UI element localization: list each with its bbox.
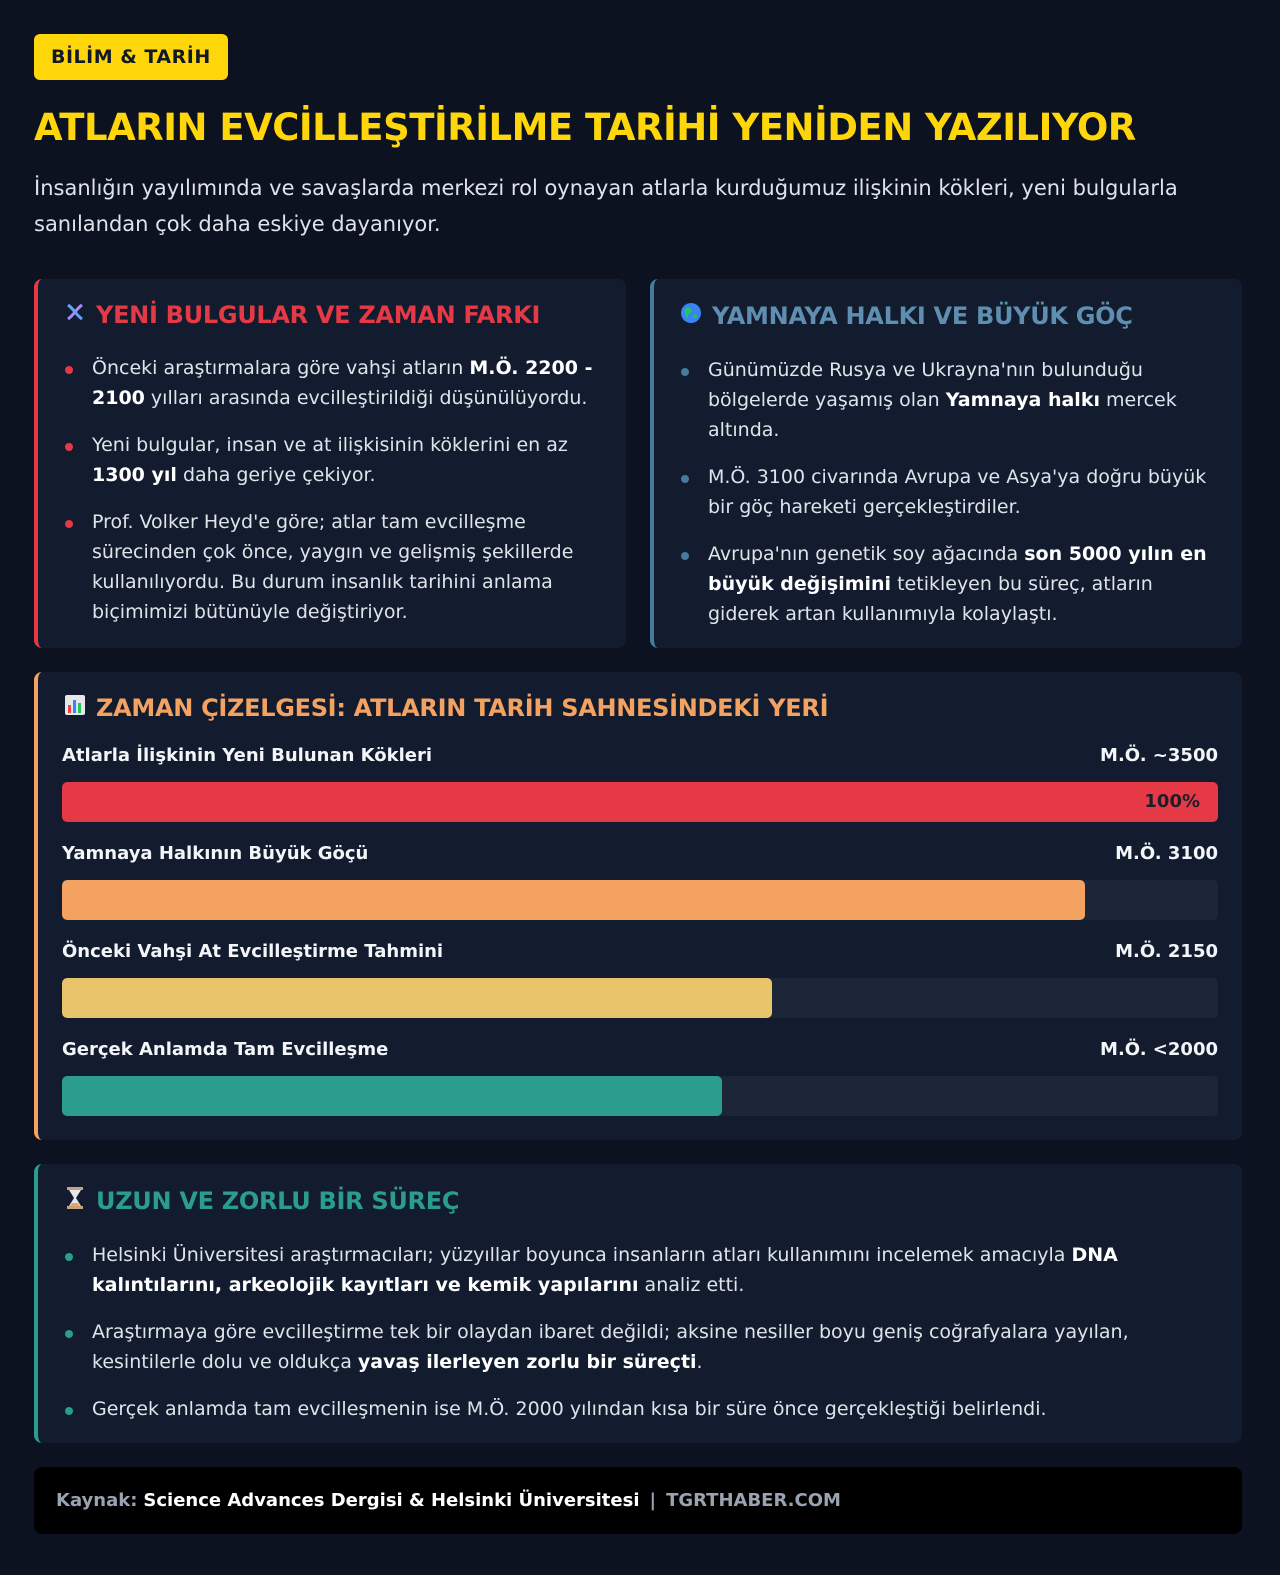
timeline-fill: [62, 782, 1218, 822]
list-item: [62, 353, 602, 413]
list-item-text-post: .: [696, 1351, 703, 1373]
list-item-text-bold: 1300 yıl: [92, 464, 177, 486]
list-item-text-post: mercek altında.: [708, 389, 1177, 441]
timeline-date: M.Ö. ~3500: [1100, 745, 1218, 766]
timeline-label: Yamnaya Halkının Büyük Göçü: [62, 843, 369, 864]
list-item: [62, 1394, 1218, 1424]
list-item: [62, 430, 602, 490]
source-value: Science Advances Dergisi & Helsinki Üniversitesi: [143, 1490, 640, 1511]
site-name: TGRTHABER.COM: [666, 1490, 841, 1511]
process-list: [62, 1240, 1218, 1424]
list-item: [678, 462, 1218, 522]
timeline-row-head: [62, 940, 1218, 964]
timeline-fill: [62, 978, 772, 1018]
list-item-text-bold: DNA kalıntılarını, arkeolojik kayıtları ve kemik yapılarını: [92, 1244, 1118, 1296]
source-label: Kaynak:: [56, 1490, 138, 1511]
timeline-row: [62, 842, 1218, 920]
timeline-track: [62, 782, 1218, 822]
hourglass-icon: [62, 1186, 88, 1216]
intro-text: İnsanlığın yayılımında ve savaşlarda merkezi rol oynayan atlarla kurduğumuz ilişkinin kökleri, yeni bulgularla sanılandan çok daha eskiye dayanıyor.: [34, 176, 1178, 237]
list-item-text-bold: M.Ö. 2200 - 2100: [92, 357, 593, 409]
list-item-text-post: tetikleyen bu süreç, atların giderek artan kullanımıyla kolaylaştı.: [708, 573, 1153, 625]
list-item-text-pre: Prof. Volker Heyd'e göre; atlar tam evcilleşme sürecinden çok önce, yaygın ve gelişmiş şekillerde kullanılıyordu. Bu durum insanlık tarihini anlama biçimimizi bütünüyle değiştiriyor.: [92, 511, 574, 623]
timeline-percent: 100%: [1144, 791, 1200, 812]
timeline-row-head: [62, 842, 1218, 866]
timeline-row: [62, 744, 1218, 822]
timeline-label: Önceki Vahşi At Evcilleştirme Tahmini: [62, 941, 444, 962]
list-item-text-pre: Araştırmaya göre evcilleştirme tek bir olaydan ibaret değildi; aksine nesiller boyu geniş coğrafyalara yayılan, kesintilerle dolu ve oldukça: [92, 1321, 1129, 1373]
timeline-fill: [62, 880, 1085, 920]
list-item-text-pre: M.Ö. 3100 civarında Avrupa ve Asya'ya doğru büyük bir göç hareketi gerçekleştirdiler.: [708, 466, 1207, 518]
list-item: [62, 1240, 1218, 1300]
findings-list: [62, 353, 602, 627]
dna-icon: [62, 301, 88, 329]
timeline-label: Gerçek Anlamda Tam Evcilleşme: [62, 1039, 389, 1060]
list-item-text-bold: son 5000 yılın en büyük değişimini: [708, 543, 1207, 595]
process-card: [34, 1164, 1242, 1443]
bullet-dot: [681, 552, 689, 560]
timeline-track: [62, 880, 1218, 920]
bullet-dot: [65, 366, 73, 374]
list-item: [62, 1317, 1218, 1377]
list-item-text-pre: Önceki araştırmalara göre vahşi atların: [92, 357, 470, 379]
list-item: [62, 507, 602, 627]
timeline-row-head: [62, 744, 1218, 768]
list-item-text-pre: Avrupa'nın genetik soy ağacında: [708, 543, 1025, 565]
list-item-text-post: analiz etti.: [638, 1274, 745, 1296]
list-item-text-bold: yavaş ilerleyen zorlu bir süreçti: [357, 1351, 697, 1373]
findings-heading: [62, 301, 602, 329]
bullet-dot: [65, 1330, 73, 1338]
bullet-dot: [65, 520, 73, 528]
timeline-date: M.Ö. 2150: [1115, 941, 1218, 962]
footer: [34, 1467, 1242, 1534]
list-item-text-pre: Helsinki Üniversitesi araştırmacıları; yüzyıllar boyunca insanların atları kullanımını incelemek amacıyla: [92, 1244, 1072, 1266]
bullet-dot: [681, 368, 689, 376]
list-item-text-pre: Yeni bulgular, insan ve at ilişkisinin köklerini en az: [92, 434, 568, 456]
yamnaya-card: [650, 279, 1242, 648]
list-item-text-post: daha geriye çekiyor.: [176, 464, 376, 486]
timeline-track: [62, 1076, 1218, 1116]
timeline-date: M.Ö. <2000: [1100, 1039, 1218, 1060]
timeline-row-head: [62, 1038, 1218, 1062]
timeline-fill: [62, 1076, 722, 1116]
list-item-text-pre: Gerçek anlamda tam evcilleşmenin ise M.Ö. 2000 yılından kısa bir süre önce gerçekleştiği belirlendi.: [92, 1398, 1047, 1420]
list-item-text-bold: Yamnaya halkı: [945, 389, 1100, 411]
timeline-rows: [62, 744, 1218, 1116]
findings-card: [34, 279, 626, 648]
process-title: UZUN VE ZORLU BİR SÜREÇ: [96, 1187, 460, 1215]
list-item: [678, 539, 1218, 629]
timeline-track: [62, 978, 1218, 1018]
timeline-heading: [62, 694, 1218, 722]
yamnaya-heading: [678, 301, 1218, 331]
findings-title: YENİ BULGULAR VE ZAMAN FARKI: [96, 301, 541, 329]
timeline-card: [34, 672, 1242, 1140]
timeline-label: Atlarla İlişkinin Yeni Bulunan Kökleri: [62, 745, 433, 766]
list-item-text-pre: Günümüzde Rusya ve Ukrayna'nın bulunduğu bölgelerde yaşamış olan: [708, 359, 1143, 411]
timeline-row: [62, 1038, 1218, 1116]
timeline-date: M.Ö. 3100: [1115, 843, 1218, 864]
timeline-row: [62, 940, 1218, 1018]
bullet-dot: [65, 443, 73, 451]
timeline-title: ZAMAN ÇİZELGESİ: ATLARIN TARİH SAHNESİNDEKİ YERİ: [96, 694, 829, 722]
list-item-text-post: yılları arasında evcilleştirildiği düşünülüyordu.: [144, 387, 588, 409]
process-heading: [62, 1186, 1218, 1216]
bar-chart-icon: [62, 694, 88, 722]
list-item: [678, 355, 1218, 445]
bullet-dot: [681, 475, 689, 483]
yamnaya-list: [678, 355, 1218, 629]
globe-icon: [678, 301, 704, 331]
category-badge: BİLİM & TARİH: [34, 34, 228, 80]
footer-separator: |: [649, 1490, 657, 1511]
yamnaya-title: YAMNAYA HALKI VE BÜYÜK GÖÇ: [712, 302, 1133, 330]
bullet-dot: [65, 1407, 73, 1415]
page-title: ATLARIN EVCİLLEŞTİRİLME TARİHİ YENİDEN YAZILIYOR: [34, 106, 1136, 149]
bullet-dot: [65, 1253, 73, 1261]
